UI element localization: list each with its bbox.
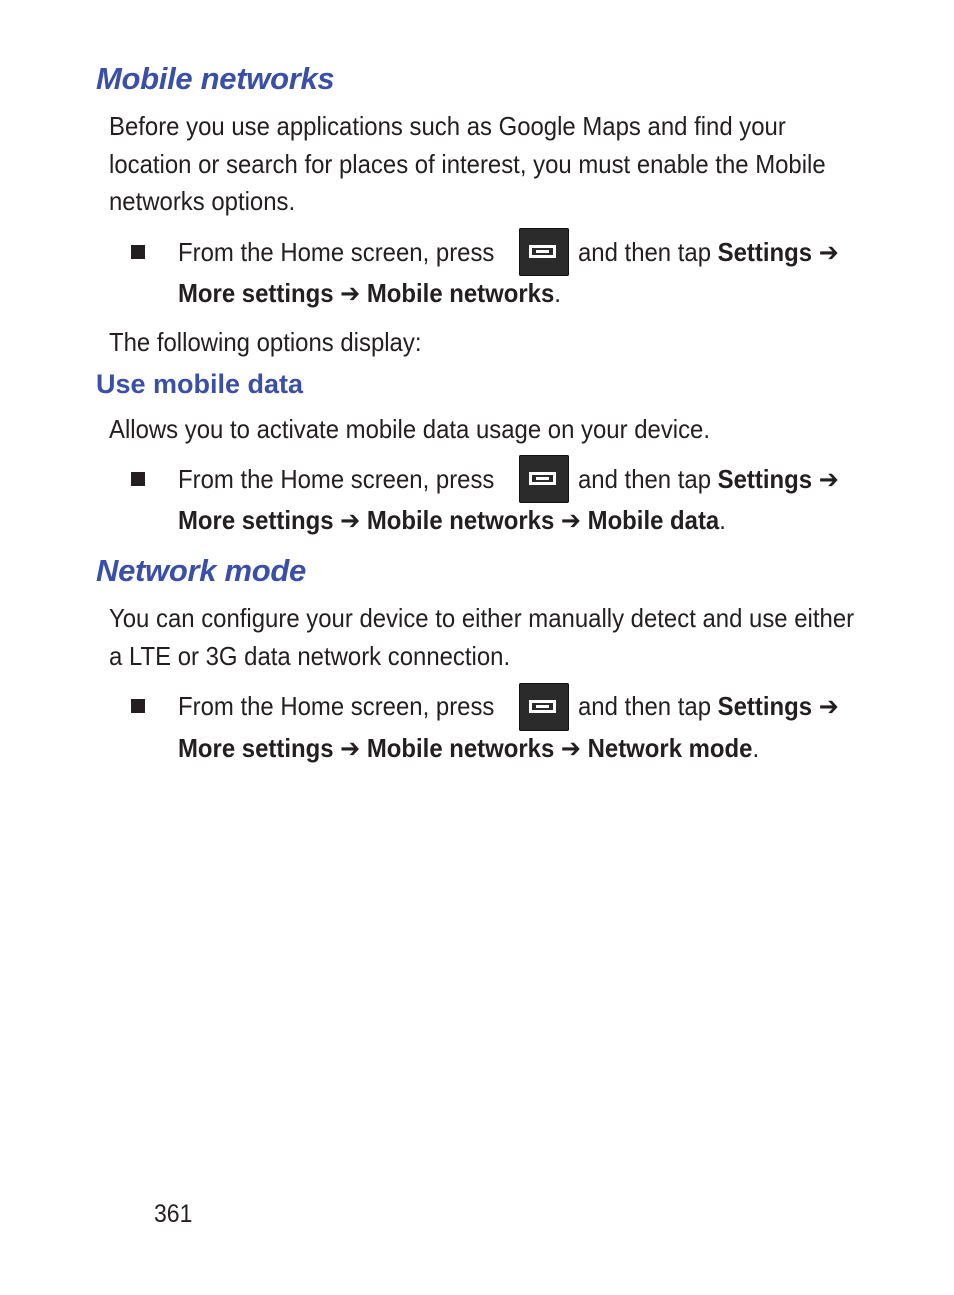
following-options-text: The following options display: (109, 327, 422, 357)
page-number: 361 (154, 1200, 193, 1228)
path-network-mode: Network mode (587, 733, 753, 763)
step-then-tap-text: and then tap (578, 464, 712, 494)
mobile-networks-step-line-1-tail (578, 235, 839, 269)
path-mobile-networks: Mobile networks (366, 733, 555, 763)
arrow-icon: ➔ (818, 464, 839, 494)
step-lead-text: From the Home screen, press (178, 464, 495, 494)
step-end-period: . (719, 505, 726, 535)
menu-key-icon (519, 455, 569, 503)
step-lead-text: From the Home screen, press (178, 691, 495, 721)
mobile-networks-step-line-2 (178, 276, 561, 310)
path-more-settings: More settings (178, 278, 334, 308)
menu-glyph (529, 245, 556, 258)
square-bullet-icon (131, 699, 145, 713)
step-then-tap-text: and then tap (578, 237, 712, 267)
step-then-tap-text: and then tap (578, 691, 712, 721)
network-mode-description: You can configure your device to either manually detect and use either a LTE or 3G data network connection. (109, 603, 855, 671)
path-settings: Settings (717, 237, 813, 267)
path-mobile-data: Mobile data (587, 505, 720, 535)
network-mode-step-line-1 (178, 689, 494, 723)
step-lead-text: From the Home screen, press (178, 237, 495, 267)
heading-use-mobile-data: Use mobile data (96, 369, 304, 399)
arrow-icon: ➔ (560, 733, 581, 763)
heading-mobile-networks: Mobile networks (96, 61, 335, 96)
mobile-networks-intro: Before you use applications such as Google Maps and find your location or search for places of interest, you must enable the Mobile networks options. (109, 111, 826, 216)
step-end-period: . (752, 733, 760, 763)
path-more-settings: More settings (178, 505, 334, 535)
menu-glyph (529, 472, 556, 485)
heading-network-mode: Network mode (96, 553, 306, 588)
arrow-icon: ➔ (340, 733, 361, 763)
menu-key-icon (519, 683, 569, 731)
square-bullet-icon (131, 245, 145, 259)
arrow-icon: ➔ (340, 278, 361, 308)
arrow-icon: ➔ (818, 691, 839, 721)
step-end-period: . (554, 278, 561, 308)
path-mobile-networks: Mobile networks (366, 505, 555, 535)
network-mode-step-line-1-tail (578, 689, 839, 723)
menu-glyph (529, 700, 556, 713)
path-more-settings: More settings (178, 733, 334, 763)
use-mobile-data-step-line-1-tail (578, 462, 839, 496)
network-mode-step-line-2 (178, 731, 759, 765)
arrow-icon: ➔ (560, 505, 581, 535)
path-settings: Settings (717, 691, 813, 721)
mobile-networks-step-line-1 (178, 235, 494, 269)
use-mobile-data-description: Allows you to activate mobile data usage on your device. (109, 414, 711, 444)
use-mobile-data-step-line-1 (178, 462, 494, 496)
arrow-icon: ➔ (818, 237, 839, 267)
use-mobile-data-step-line-2 (178, 503, 726, 537)
path-mobile-networks: Mobile networks (366, 278, 555, 308)
path-settings: Settings (717, 464, 813, 494)
square-bullet-icon (131, 472, 145, 486)
menu-key-icon (519, 228, 569, 276)
arrow-icon: ➔ (340, 505, 361, 535)
